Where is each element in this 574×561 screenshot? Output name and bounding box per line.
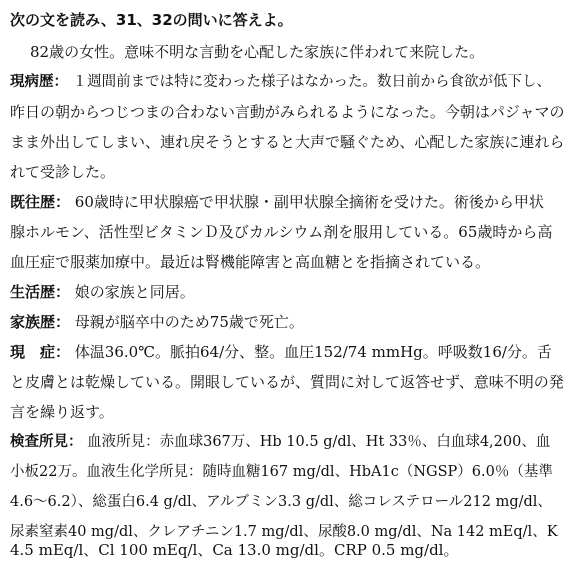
lab-findings-line-3: 4.6〜6.2）、総蛋白6.4 g/dl、アルブミン3.3 g/dl、総コレステロール212 mg/dl、: [10, 494, 552, 510]
present-illness-text-1: １週間前までは特に変わった様子はなかった。数日前から食欲が低下し、: [72, 74, 551, 90]
lab-findings-line-4: 尿素窒素40 mg/dl、クレアチニン1.7 mg/dl、尿酸8.0 mg/dl、Na 142 mEq/l、K: [10, 524, 558, 540]
life-history-label: 生活歴：: [10, 283, 71, 301]
family-history-label: 家族歴：: [10, 313, 71, 331]
instruction-line: 次の文を読み、31、32の問いに答えよ。: [10, 11, 293, 29]
family-history-line: [10, 312, 568, 332]
past-history-line-2: 腺ホルモン、活性型ビタミンＤ及びカルシウム剤を服用している。65歳時から高: [10, 223, 553, 241]
lab-findings-line-2: 小板22万。血液生化学所見：随時血糖167 mg/dl、HbA1c（NGSP）6.0％（基準: [10, 464, 553, 480]
present-illness-line-4: れて受診した。: [10, 163, 116, 181]
past-history-label: 既往歴：: [10, 193, 71, 211]
patient-intro: 82歳の女性。意味不明な言動を心配した家族に伴われて来院した。: [30, 43, 485, 61]
past-history-line-3: 血圧症で服薬加療中。最近は腎機能障害と高血糖とを指摘されている。: [10, 253, 491, 271]
present-status-line-1: [10, 342, 568, 362]
present-status-label: 現 症：: [10, 343, 71, 361]
family-history-text: 母親が脳卒中のため75歳で死亡。: [74, 313, 304, 331]
lab-findings-label: 検査所見：: [10, 434, 83, 450]
present-illness-line-2: 昨日の朝からつじつまの合わない言動がみられるようになった。今朝はパジャマの: [10, 103, 565, 121]
present-status-line-3: 言を繰り返す。: [10, 403, 114, 421]
lab-findings-text-1: 血液所見：赤血球367万、Hb 10.5 g/dl、Ht 33％、白血球4,200、血: [87, 434, 551, 450]
lab-findings-line-1: [10, 432, 568, 452]
life-history-line: [10, 282, 568, 302]
present-status-text-1: 体温36.0℃。脈拍64/分、整。血圧152/74 mmHg。呼吸数16/分。舌: [74, 343, 552, 361]
present-illness-label: 現病歴：: [10, 74, 68, 90]
past-history-line-1: [10, 192, 568, 212]
present-illness-line-1: [10, 72, 568, 92]
lab-findings-line-5: 4.5 mEq/l、Cl 100 mEq/l、Ca 13.0 mg/dl。CRP 0.5 mg/dl。: [10, 541, 459, 559]
present-illness-line-3: まま外出してしまい、連れ戻そうとすると大声で騒ぐため、心配した家族に連れら: [10, 133, 565, 151]
past-history-text-1: 60歳時に甲状腺癌で甲状腺・副甲状腺全摘術を受けた。術後から甲状: [74, 193, 544, 211]
life-history-text: 娘の家族と同居。: [74, 283, 195, 301]
present-status-line-2: と皮膚とは乾燥している。開眼しているが、質問に対して返答せず、意味不明の発: [10, 373, 564, 391]
